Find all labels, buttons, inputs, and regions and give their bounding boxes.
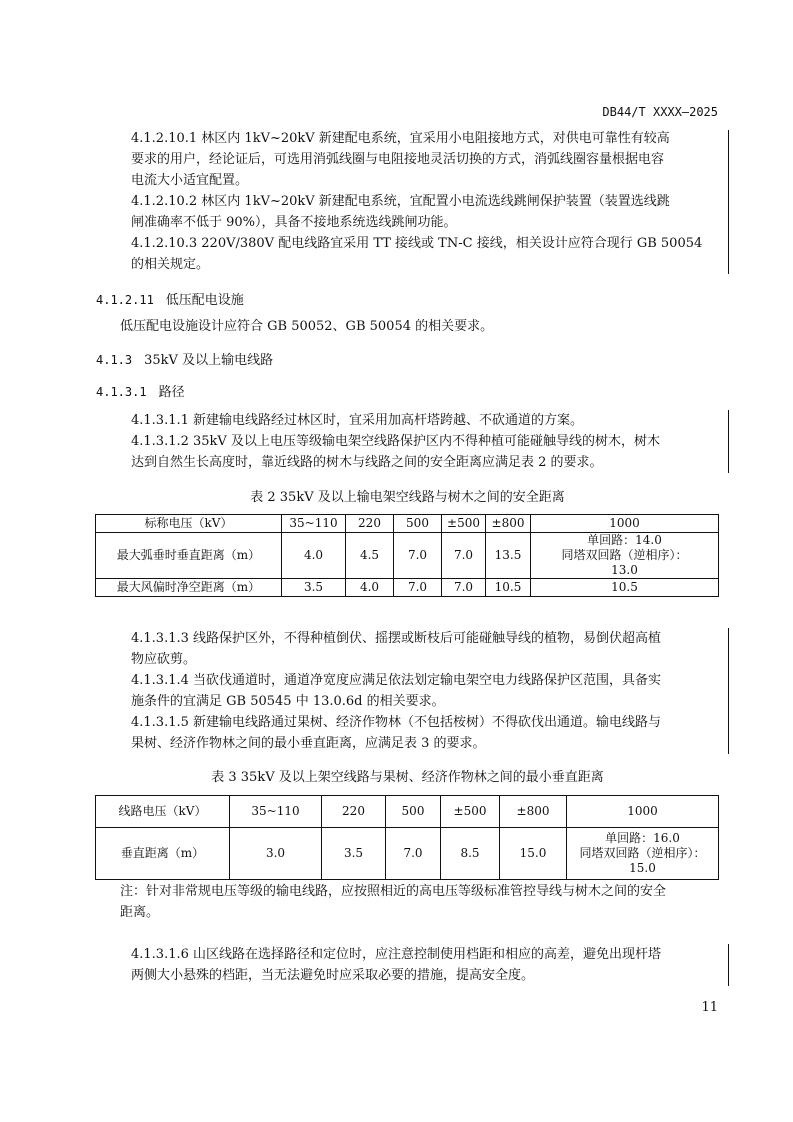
table-row [96, 828, 719, 880]
table-header-cell: 220 [346, 515, 394, 533]
table-cell: 15.0 [500, 828, 567, 880]
clause-4-1-3-1-5: 4.1.3.1.5 新建输电线路通过果树、经济作物林（不包括桉树）不得砍伐出通道。输电线路与 果树、经济作物林之间的最小垂直距离，应满足表 3 的要求。 [131, 715, 662, 751]
table-header-cell: 线路电压（kV） [96, 796, 230, 828]
section-heading-4-1-3-1 [96, 381, 185, 400]
table-cell: 7.0 [394, 533, 442, 579]
table-header-cell: 35~110 [230, 796, 322, 828]
table-3-caption: 表 3 35kV 及以上架空线路与果树、经济作物林之间的最小垂直距离 [211, 770, 604, 785]
table-cell: 3.0 [230, 828, 322, 880]
table-header-cell: ±800 [486, 515, 531, 533]
table-cell: 13.5 [486, 533, 531, 579]
table-cell: 8.5 [441, 828, 500, 880]
table-header-row [96, 796, 719, 828]
table-cell: 单回路：16.0 同塔双回路（逆相序）： 15.0 [567, 828, 719, 880]
section-number: 4.1.3 [96, 353, 133, 367]
paragraph-low-voltage: 低压配电设施设计应符合 GB 50052、GB 50054 的相关要求。 [120, 319, 494, 334]
table-header-cell: 1000 [531, 515, 719, 533]
clause-4-1-2-10-1: 4.1.2.10.1 林区内 1kV~20kV 新建配电系统，宜采用小电阻接地方式，对供电可靠性有较高 要求的用户，经论证后，可选用消弧线圈与电阻接地灵活切换的方式，消弧线圈容量根据电容 电流大小适宜配置。 [131, 131, 670, 188]
table-row [96, 579, 719, 597]
table-cell: 7.0 [442, 533, 486, 579]
document-header: DB44/T XXXX—2025 [602, 105, 718, 119]
section-number: 4.1.2.11 [96, 293, 154, 307]
section-heading-4-1-3 [96, 349, 273, 368]
change-bar [728, 410, 729, 473]
clause-4-1-2-10-2: 4.1.2.10.2 林区内 1kV~20kV 新建配电系统，宜配置小电流选线跳闸保护装置（装置选线跳 闸准确率不低于 90%），具备不接地系统选线跳闸功能。 [131, 194, 670, 230]
table-2 [95, 514, 719, 597]
table-2-caption: 表 2 35kV 及以上输电架空线路与树木之间的安全距离 [250, 490, 565, 505]
clause-4-1-3-1-4: 4.1.3.1.4 当砍伐通道时，通道净宽度应满足依法划定输电架空电力线路保护区范围，具备实 施条件的宜满足 GB 50545 中 13.0.6d 的相关要求。 [131, 673, 662, 709]
clause-4-1-3-1-1: 4.1.3.1.1 新建输电线路经过林区时，宜采用加高杆塔跨越、不砍通道的方案。 [131, 413, 584, 428]
table-cell: 单回路：14.0 同塔双回路（逆相序）： 13.0 [531, 533, 719, 579]
table-note: 注：针对非常规电压等级的输电线路，应按照相近的高电压等级标准管控导线与树木之间的安全 距离。 [120, 884, 667, 920]
clause-4-1-3-1-6: 4.1.3.1.6 山区线路在选择路径和定位时，应注意控制使用档距和相应的高差，避免出现杆塔 两侧大小悬殊的档距，当无法避免时应采取必要的措施，提高安全度。 [131, 947, 662, 983]
table-header-row [96, 515, 719, 533]
change-bar [728, 944, 729, 986]
table-cell: 7.0 [394, 579, 442, 597]
table-cell: 10.5 [486, 579, 531, 597]
table-cell: 7.0 [442, 579, 486, 597]
table-cell: 3.5 [322, 828, 386, 880]
table-cell: 4.5 [346, 533, 394, 579]
table-header-cell: 220 [322, 796, 386, 828]
table-cell: 4.0 [346, 579, 394, 597]
table-header-cell: 1000 [567, 796, 719, 828]
change-bar [728, 130, 729, 274]
table-cell: 3.5 [282, 579, 346, 597]
section-title: 35kV 及以上输电线路 [144, 353, 274, 368]
section-title: 低压配电设施 [165, 293, 244, 308]
table-cell: 最大风偏时净空距离（m） [96, 579, 282, 597]
table-cell: 垂直距离（m） [96, 828, 230, 880]
clause-4-1-3-1-2: 4.1.3.1.2 35kV 及以上电压等级输电架空线路保护区内不得种植可能碰触导线的树木，树木 达到自然生长高度时，靠近线路的树木与线路之间的安全距离应满足表 2 的要求。 [131, 434, 660, 470]
table-cell: 7.0 [386, 828, 441, 880]
change-bar [728, 628, 729, 754]
table-row [96, 533, 719, 579]
table-3 [95, 795, 719, 880]
table-cell: 最大弧垂时垂直距离（m） [96, 533, 282, 579]
section-title: 路径 [158, 385, 185, 400]
section-heading-4-1-2-11 [96, 289, 244, 308]
section-number: 4.1.3.1 [96, 385, 147, 399]
table-header-cell: ±800 [500, 796, 567, 828]
page-number: 11 [701, 1000, 718, 1015]
table-header-cell: 500 [394, 515, 442, 533]
table-header-cell: 35~110 [282, 515, 346, 533]
table-header-cell: ±500 [441, 796, 500, 828]
table-header-cell: ±500 [442, 515, 486, 533]
table-cell: 4.0 [282, 533, 346, 579]
table-header-cell: 500 [386, 796, 441, 828]
table-header-cell: 标称电压（kV） [96, 515, 282, 533]
clause-4-1-2-10-3: 4.1.2.10.3 220V/380V 配电线路宜采用 TT 接线或 TN-C 接线，相关设计应符合现行 GB 50054 的相关规定。 [131, 236, 703, 272]
clause-4-1-3-1-3: 4.1.3.1.3 线路保护区外，不得种植倒伏、摇摆或断枝后可能碰触导线的植物，易倒伏超高植 物应砍剪。 [131, 631, 662, 667]
table-cell: 10.5 [531, 579, 719, 597]
